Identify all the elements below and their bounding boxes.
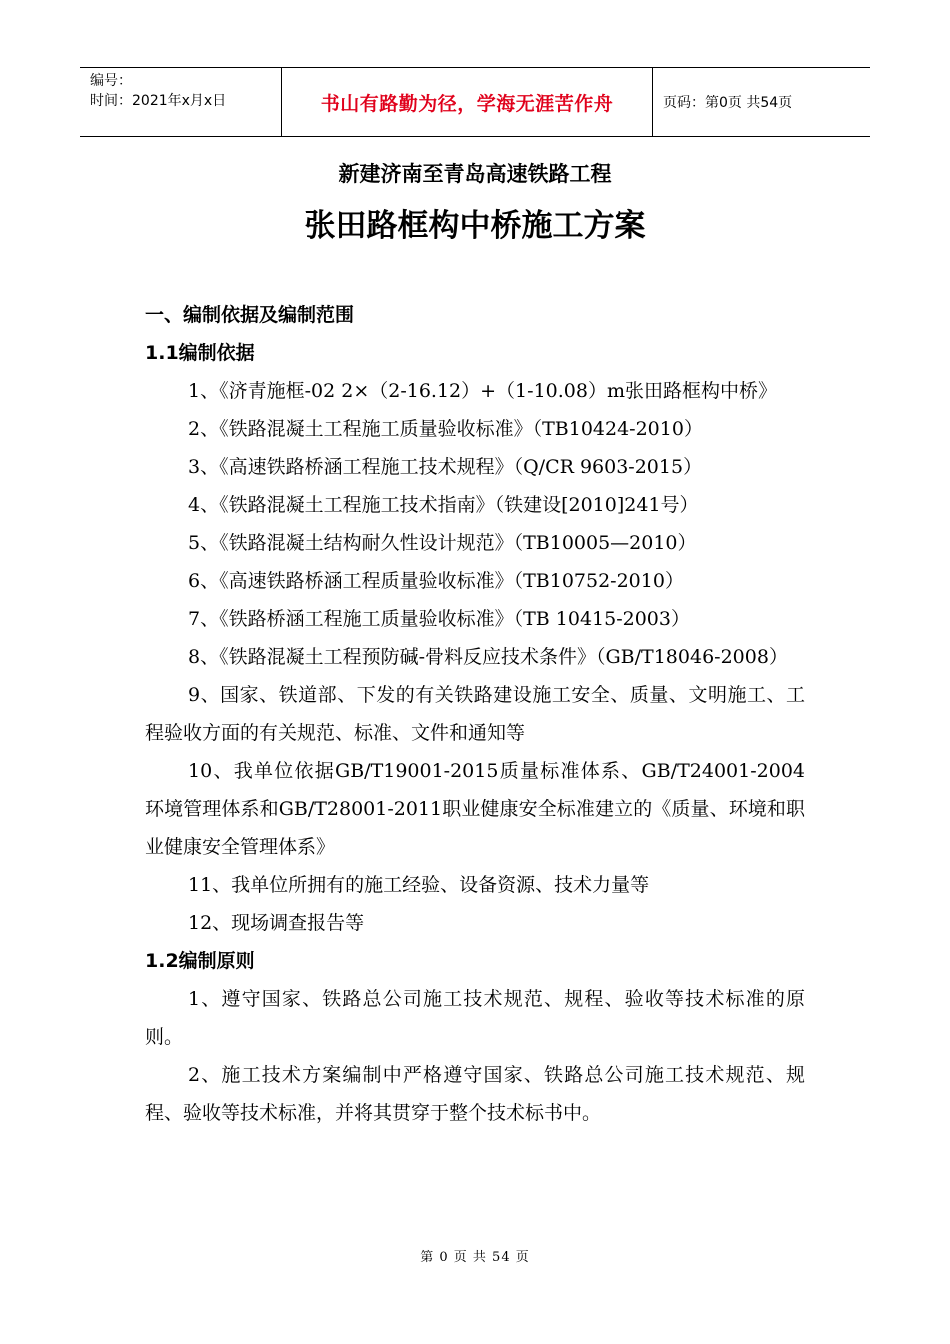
basis-item: 10、我单位依据GB/T19001-2015质量标准体系、GB/T24001-2004环境管理体系和GB/T28001-2011职业健康安全标准建立的《质量、环境和职业健康安全管理体系》 — [145, 760, 805, 858]
number-label: 编号： — [90, 73, 132, 89]
project-title: 新建济南至青岛高速铁路工程 — [338, 162, 612, 186]
principle-item: 2、施工技术方案编制中严格遵守国家、铁路总公司施工技术规范、规程、验收等技术标准，并将其贯穿于整个技术标书中。 — [145, 1064, 805, 1124]
basis-item: 3、《高速铁路桥涵工程施工技术规程》（Q/CR 9603-2015） — [188, 456, 703, 478]
page-footer: 第 0 页 共 54 页 — [420, 1250, 530, 1265]
section-heading: 一、编制依据及编制范围 — [145, 304, 355, 326]
subsection-heading-1-2: 1.2编制原则 — [145, 950, 255, 972]
header-table — [80, 67, 870, 137]
basis-item: 6、《高速铁路桥涵工程质量验收标准》（TB10752-2010） — [188, 570, 684, 592]
motto-text: 书山有路勤为径，学海无涯苦作舟 — [320, 92, 614, 115]
basis-item: 7、《铁路桥涵工程施工质量验收标准》（TB 10415-2003） — [188, 608, 690, 630]
subsection-heading-1-1: 1.1编制依据 — [145, 342, 255, 364]
basis-item: 1、《济青施框-02 2×（2-16.12）+（1-10.08）m张田路框构中桥》 — [188, 380, 777, 402]
basis-item: 2、《铁路混凝土工程施工质量验收标准》（TB10424-2010） — [188, 418, 703, 440]
basis-item: 12、现场调查报告等 — [188, 912, 365, 934]
principle-item: 1、遵守国家、铁路总公司施工技术规范、规程、验收等技术标准的原则。 — [145, 988, 805, 1048]
basis-item: 4、《铁路混凝土工程施工技术指南》（铁建设[2010]241号） — [188, 494, 699, 516]
time-label: 时间：2021年x月x日 — [90, 93, 227, 109]
document-body — [145, 296, 805, 1132]
page-info: 页码：第0页 共54页 — [663, 95, 793, 111]
basis-item: 8、《铁路混凝土工程预防碱-骨料反应技术条件》（GB/T18046-2008） — [188, 646, 788, 668]
header-motto-cell — [281, 68, 653, 136]
basis-item: 5、《铁路混凝土结构耐久性设计规范》（TB10005—2010） — [188, 532, 697, 554]
basis-item: 9、国家、铁道部、下发的有关铁路建设施工安全、质量、文明施工、工程验收方面的有关规范、标准、文件和通知等 — [145, 684, 805, 744]
document-title: 张田路框构中桥施工方案 — [304, 208, 646, 244]
basis-item: 11、我单位所拥有的施工经验、设备资源、技术力量等 — [188, 874, 650, 896]
header-meta — [80, 68, 281, 136]
header-page-cell — [653, 68, 870, 136]
